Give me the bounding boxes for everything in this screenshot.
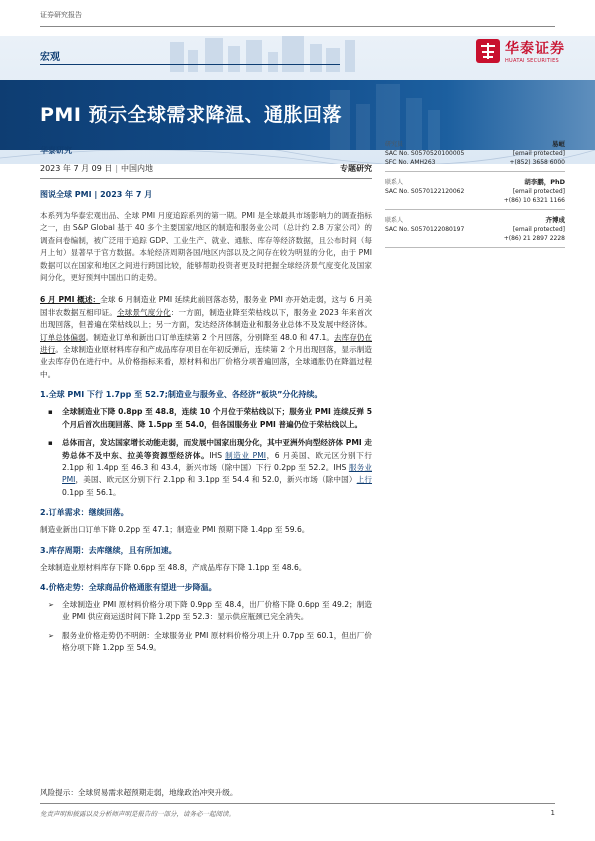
huatai-logo-icon [475,38,501,64]
section-4-heading: 4.价格走势：全球商品价格通胀有望进一步降温。 [40,582,217,592]
summary-link-destock[interactable]: 去库存仍在进行 [40,332,372,355]
section-3-text: 全球制造业原材料库存下降 0.6pp 至 48.8，产成品库存下降 1.1pp 至 48.6。 [40,562,307,572]
category-label: 宏观 [40,52,60,63]
section-4-list [40,599,372,655]
intro-paragraph: 本系列为华泰宏观出品、全球 PMI 月度追踪系列的第一期。PMI 是全球最具市场影响力的调查指标之一，由 S&P Global 基于 40 多个主要国家/地区的制造和服务业公司（总计约 2.8 万家公司）的调查问卷编制，被广泛用于追踪 GDP、工业生产、就业、通胀、库存等经济数据，且公布时间（每月上旬）显著早于官方数据。本轮经济周期各国/地区内部以及之间存在较为明显的分化，由于 PMI 数据可以在国家和地区之间进行跨国比较，能够帮助投资者更及时把握全球经济景气度变化及国家间分化，更好预判中国出口的走势。 [40,211,372,283]
report-region: 中国内地 [121,164,154,173]
section-1-list [40,406,372,499]
manufacturing-pmi-link[interactable]: 制造业 PMI [225,450,266,460]
top-divider [40,26,555,27]
risk-warning: 风险提示：全球贸易需求超预期走弱，地缘政治冲突升级。 [40,788,238,797]
summary-link-divergence[interactable]: 全球景气度分化 [116,307,171,317]
list-item: ➢ 服务业价格走势仍不明朗：全球服务业 PMI 原材料价格分项上升 0.7pp 至 60.1，但出厂价格分项下降 1.2pp 至 54.9。 [48,630,372,653]
emerging-up-link[interactable]: 上行 [356,475,372,485]
disclaimer-note: 免责声明和披露以及分析师声明是报告的一部分，请务必一起阅读。 [40,810,235,818]
section-1-heading: 1.全球 PMI 下行 1.7pp 至 52.7;制造业与服务业、各经济“板块”分化持续。 [40,390,323,400]
analyst-email[interactable]: [email protected] [512,150,565,157]
analyst-name: 胡李鹏，PhD [524,178,565,186]
list-item: ➢ 全球制造业 PMI 原材料价格分项下降 0.9pp 至 48.4，出厂价格下降 0.6pp 至 49.2；制造业 PMI 供应商运送时间下降 1.2pp 至 52.3：显示供应瓶颈已完全消失。 [48,599,372,622]
arrow-bullet-icon: ➢ [48,631,54,640]
main-content [40,145,372,661]
analyst-name: 齐博成 [545,216,565,224]
list-item: ▪ 总体而言，发达国家增长动能走弱，而发展中国家出现分化，其中亚洲外向型经济体 PMI 走势总体不及中东、拉美等资源型经济体。IHS 制造业 PMI，6 月美国、欧元区分别下行 2.1pp 和 1.4pp 至 46.3 和 43.4，新兴市场（除中国）下行 0.2pp 至 52.2。IHS 服务业 PMI，美国、欧元区分别下行 2.1pp 和 3.1pp 至 54.4 和 52.0，新兴市场（除中国）上行 0.1pp 至 56.1。 [48,438,372,497]
report-date: 2023 年 7 月 09 日 [40,164,113,173]
analyst-name: 易峘 [552,140,565,148]
doc-type-label: 证券研究报告 [40,11,82,19]
analyst-card: 联系人 齐博成 SAC No. S0570122080197 [email protected] +(86) 21 2897 2228 [385,216,565,248]
summary-link-orders[interactable]: 订单总体偏弱 [40,332,86,342]
footer-divider [40,803,555,804]
analyst-email[interactable]: [email protected] [512,226,565,233]
square-bullet-icon: ▪ [48,408,53,417]
section-2-text: 制造业新出口订单下降 0.2pp 至 47.1；制造业 PMI 预期下降 1.4pp 至 59.6。 [40,525,310,535]
summary-lead: 6 月 PMI 概述： [40,295,101,305]
author-group: 华泰研究 [40,146,72,155]
brand-logo [475,38,565,64]
report-subtitle: 图说全球 PMI | 2023 年 7 月 [40,190,153,199]
report-type: 专题研究 [340,164,372,173]
logo-name-en: HUATAI SECURITIES [505,58,559,64]
date-line: 2023 年 7 月 09 日 | 中国内地 专题研究 [40,163,372,179]
square-bullet-icon: ▪ [48,439,53,448]
services-pmi-link[interactable]: 服务业 PMI [62,462,372,485]
section-3-heading: 3.库存周期：去库继续，且有所加速。 [40,545,177,555]
analyst-email[interactable]: [email protected] [512,188,565,195]
section-2-heading: 2.订单需求：继续回落。 [40,508,129,518]
category-divider [40,64,340,65]
summary-paragraph: 6 月 PMI 概述：全球 6 月制造业 PMI 延续此前回落态势，服务业 PMI 亦开始走弱，这与 6 月美国非农数据互相印证。全球景气度分化：一方面，制造业降至荣枯线以下，服务业 2023 年来首次出现回落，但普遍在荣枯线以上；另一方面，发达经济体制造业和服务业总体不及发展中经济体。订单总体偏弱。制造业订单和新出口订单连续第 2 个月回落，分别降至 48.0 和 47.1。去库存仍在进行。全球制造业原材料库存和产成品库存项目在年初反弹后，连续第 2 个月出现回落，显示制造业去库存仍在进行中。从价格指标来看，原材料和出厂价格分项普遍回落，全球通胀仍在降温过程中。 [40,295,373,379]
analyst-panel [385,140,565,254]
list-item: ▪ 全球制造业下降 0.8pp 至 48.8，连续 10 个月位于荣枯线以下；服务业 PMI 连续反弹 5 个月后首次出现回落、降 1.5pp 至 54.0，但各国服务业 PMI 普遍仍位于荣枯线以上。 [48,407,372,429]
analyst-card: 研究员 易峘 SAC No. S0570520100005 [email protected] SFC No. AMH263 +(852) 3658 6000 [385,140,565,172]
page-title: PMI 预示全球需求降温、通胀回落 [40,104,343,126]
page-number: 1 [550,809,555,817]
analyst-card: 联系人 胡李鹏，PhD SAC No. S0570122120062 [email protected] +(86) 10 6321 1166 [385,178,565,210]
arrow-bullet-icon: ➢ [48,600,54,609]
logo-name-cn: 华泰证券 [505,41,565,57]
